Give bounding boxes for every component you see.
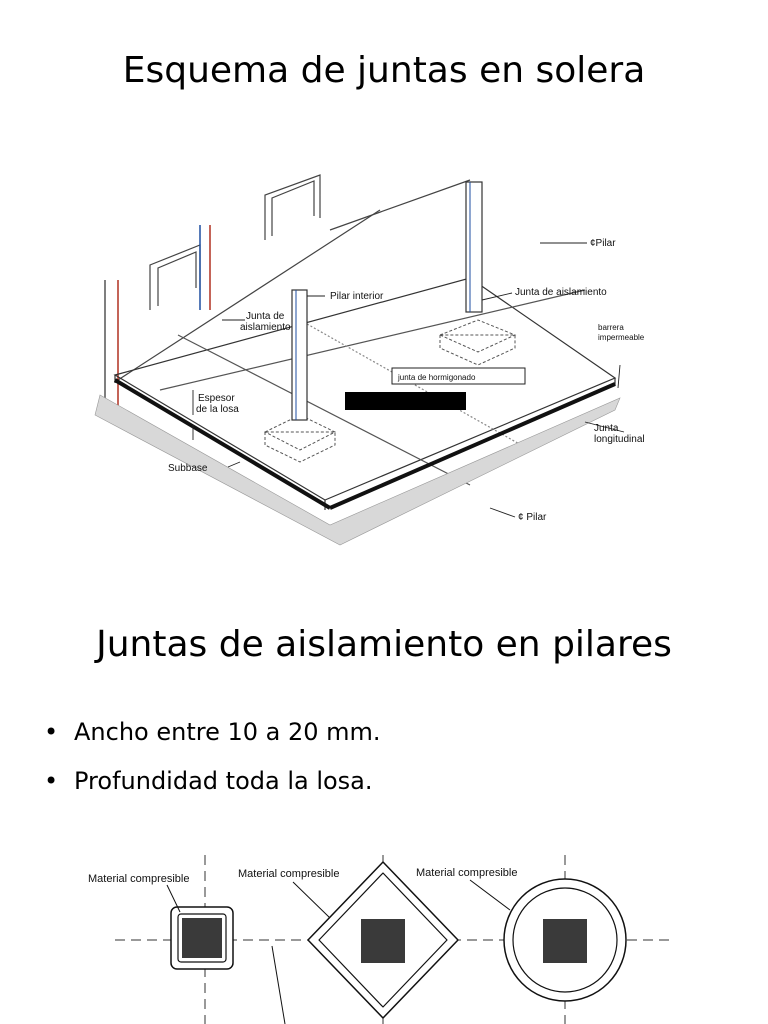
slide-title: Juntas de aislamiento en pilares [96,624,672,665]
bullet-item [44,718,381,767]
label-junta-aislamiento-left-1: Junta de [246,311,285,322]
label-pilar-interior: Pilar interior [330,291,384,302]
label-junta-aislamiento-right: Junta de aislamiento [515,287,607,298]
label-material-compresible-1: Material compresible [88,873,190,885]
label-junta-long-2: longitudinal [594,434,645,445]
bullet-item [44,767,381,816]
label-material-compresible-2: Material compresible [238,868,340,880]
slab-joints-diagram [0,170,768,560]
label-junta-long-1: Junta [594,423,619,434]
label-pilar-top: ¢Pilar [590,238,616,249]
label-junta-aislamiento-left-2: aislamiento [240,322,291,333]
label-material-compresible-3: Material compresible [416,867,518,879]
label-junta-hormigonado: junta de hormigonado [398,373,476,382]
slide-title: Esquema de juntas en solera [122,50,646,91]
label-subbase: Subbase [168,463,208,474]
bullet-icon: • [44,767,59,795]
bullet-text: Profundidad toda la losa. [74,767,373,795]
label-pilar-bottom: ¢ Pilar [518,512,547,523]
label-espesor-2: de la losa [196,404,239,415]
bullet-icon: • [44,718,59,746]
column-isolation-diagram [0,840,768,1024]
label-espesor-1: Espesor [198,393,235,404]
bullet-text: Ancho entre 10 a 20 mm. [74,718,381,746]
label-barrera-2: impermeable [598,333,645,342]
label-barrera-1: barrera [598,323,624,332]
bullet-list [44,718,381,816]
